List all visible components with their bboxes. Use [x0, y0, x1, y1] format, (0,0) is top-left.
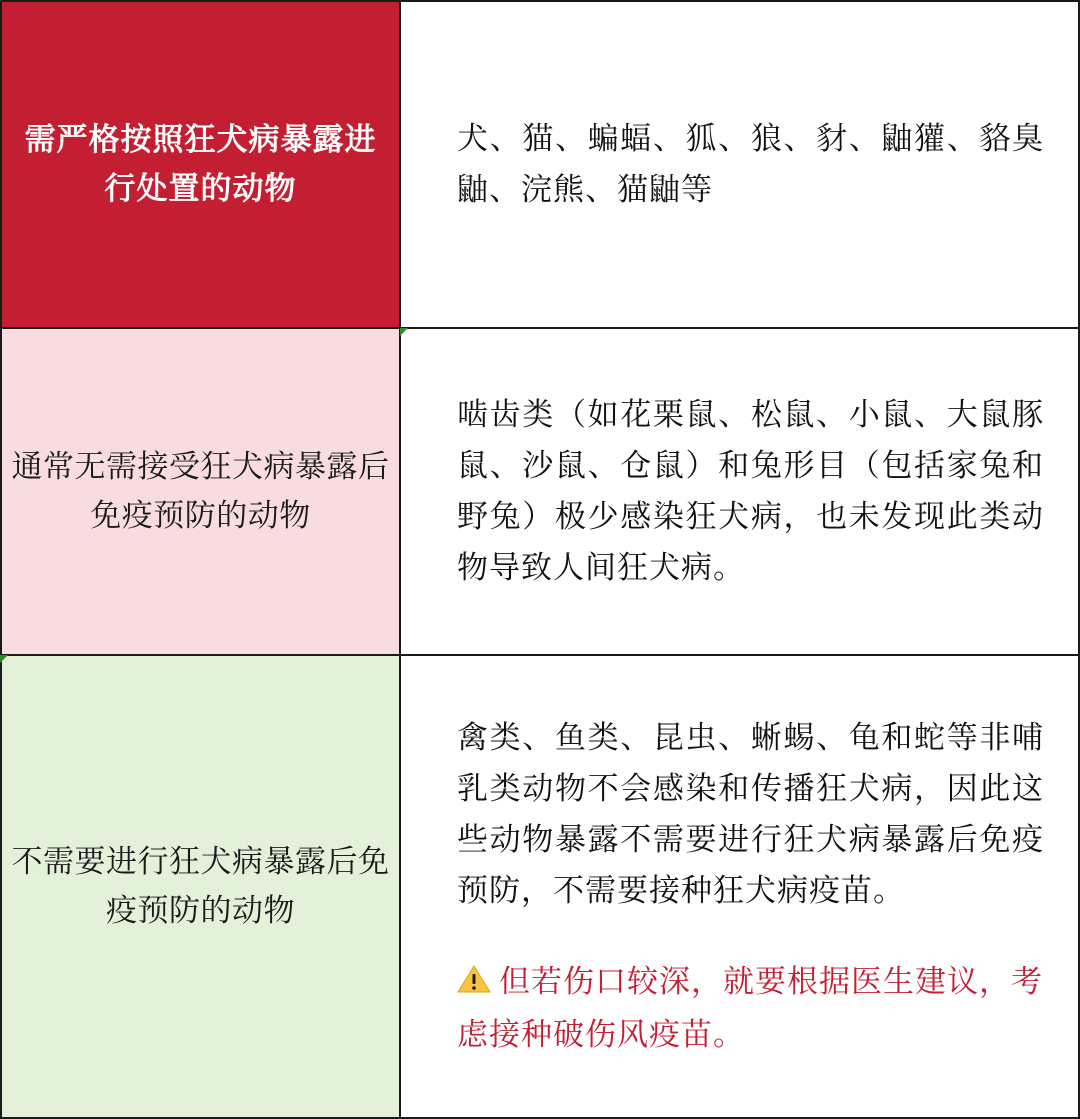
category-label: 通常无需接受狂犬病暴露后免疫预防的动物: [11, 448, 390, 534]
category-label: 不需要进行狂犬病暴露后免疫预防的动物: [11, 843, 390, 929]
warning-text: 但若伤口较深，就要根据医生建议，考虑接种破伤风疫苗。: [457, 963, 1043, 1053]
description-text: 犬、猫、蝙蝠、狐、狼、豺、鼬獾、貉臭鼬、浣熊、猫鼬等: [457, 120, 1044, 208]
cell-corner-marker: [400, 328, 408, 336]
description-text: 禽类、鱼类、昆虫、蜥蜴、龟和蛇等非哺乳类动物不会感染和传播狂犬病，因此这些动物暴露不需要进行狂犬病暴露后免疫预防，不需要接种狂犬病疫苗。: [457, 719, 1044, 909]
description-cell: [399, 0, 1080, 329]
category-cell-not-needed: [0, 655, 401, 1119]
warning-icon: [457, 959, 491, 1010]
table-row: [0, 328, 1080, 656]
category-cell-strict: [0, 0, 401, 329]
description-cell: [399, 655, 1080, 1119]
warning-note: [457, 957, 1044, 1061]
table-row: [0, 655, 1080, 1119]
table-row: [0, 0, 1080, 329]
cell-corner-marker: [0, 655, 8, 663]
description-block: [457, 713, 1044, 1061]
category-label: 需严格按照狂犬病暴露进行处置的动物: [24, 121, 377, 207]
description-cell: [399, 328, 1080, 656]
category-cell-usually-not-needed: [0, 328, 401, 656]
description-text: 啮齿类（如花栗鼠、松鼠、小鼠、大鼠豚鼠、沙鼠、仓鼠）和兔形目（包括家兔和野兔）极少感染狂犬病，也未发现此类动物导致人间狂犬病。: [457, 396, 1044, 586]
